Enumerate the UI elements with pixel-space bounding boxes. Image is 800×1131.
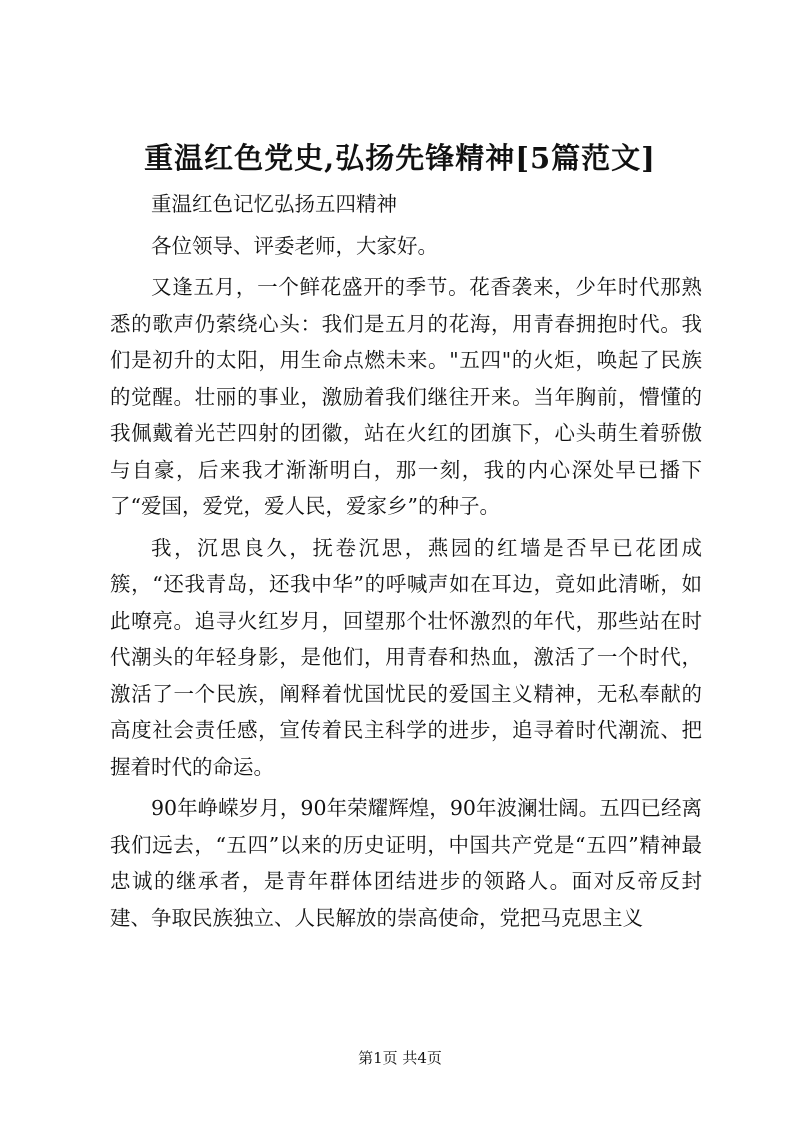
- page-number: 第1页 共4页: [358, 1049, 442, 1067]
- subtitle-paragraph: 重温红色记忆弘扬五四精神: [151, 192, 397, 216]
- body-paragraph: 我，沉思良久，抚卷沉思，燕园的红墙是否早已花团成簇，“还我青岛，还我中华”的呼喊声如在耳边，竟如此清晰，如此嘹亮。追寻火红岁月，回望那个壮怀激烈的年代，那些站在时代潮头的年轻身影，是他们，用青春和热血，激活了一个时代，激活了一个民族，阐释着忧国忧民的爱国主义精神，无私奉献的高度社会责任感，宣传着民主科学的进步，追寻着时代潮流、把握着时代的命运。: [110, 535, 702, 779]
- body-paragraph: 又逢五月，一个鲜花盛开的季节。花香袭来，少年时代那熟悉的歌声仍萦绕心头：我们是五月的花海，用青春拥抱时代。我们是初升的太阳，用生命点燃未来。"五四"的火炬，唤起了民族的觉醒。壮丽的事业，激励着我们继往开来。当年胸前，懵懂的我佩戴着光芒四射的团徽，站在火红的团旗下，心头萌生着骄傲与自豪，后来我才渐渐明白，那一刻，我的内心深处早已播下了“爱国，爱党，爱人民，爱家乡”的种子。: [110, 275, 702, 518]
- greeting-paragraph: 各位领导、评委老师，大家好。: [151, 233, 438, 258]
- document-title: 重温红色党史,弘扬先锋精神[5篇范文]: [144, 141, 656, 175]
- body-paragraph: 90年峥嵘岁月，90年荣耀辉煌，90年波澜壮阔。五四已经离我们远去，“五四”以来的历史证明，中国共产党是“五四”精神最忠诚的继承者，是青年群体团结进步的领路人。面对反帝反封建、争取民族独立、人民解放的崇高使命，党把马克思主义: [110, 796, 702, 930]
- document-body: [110, 186, 702, 936]
